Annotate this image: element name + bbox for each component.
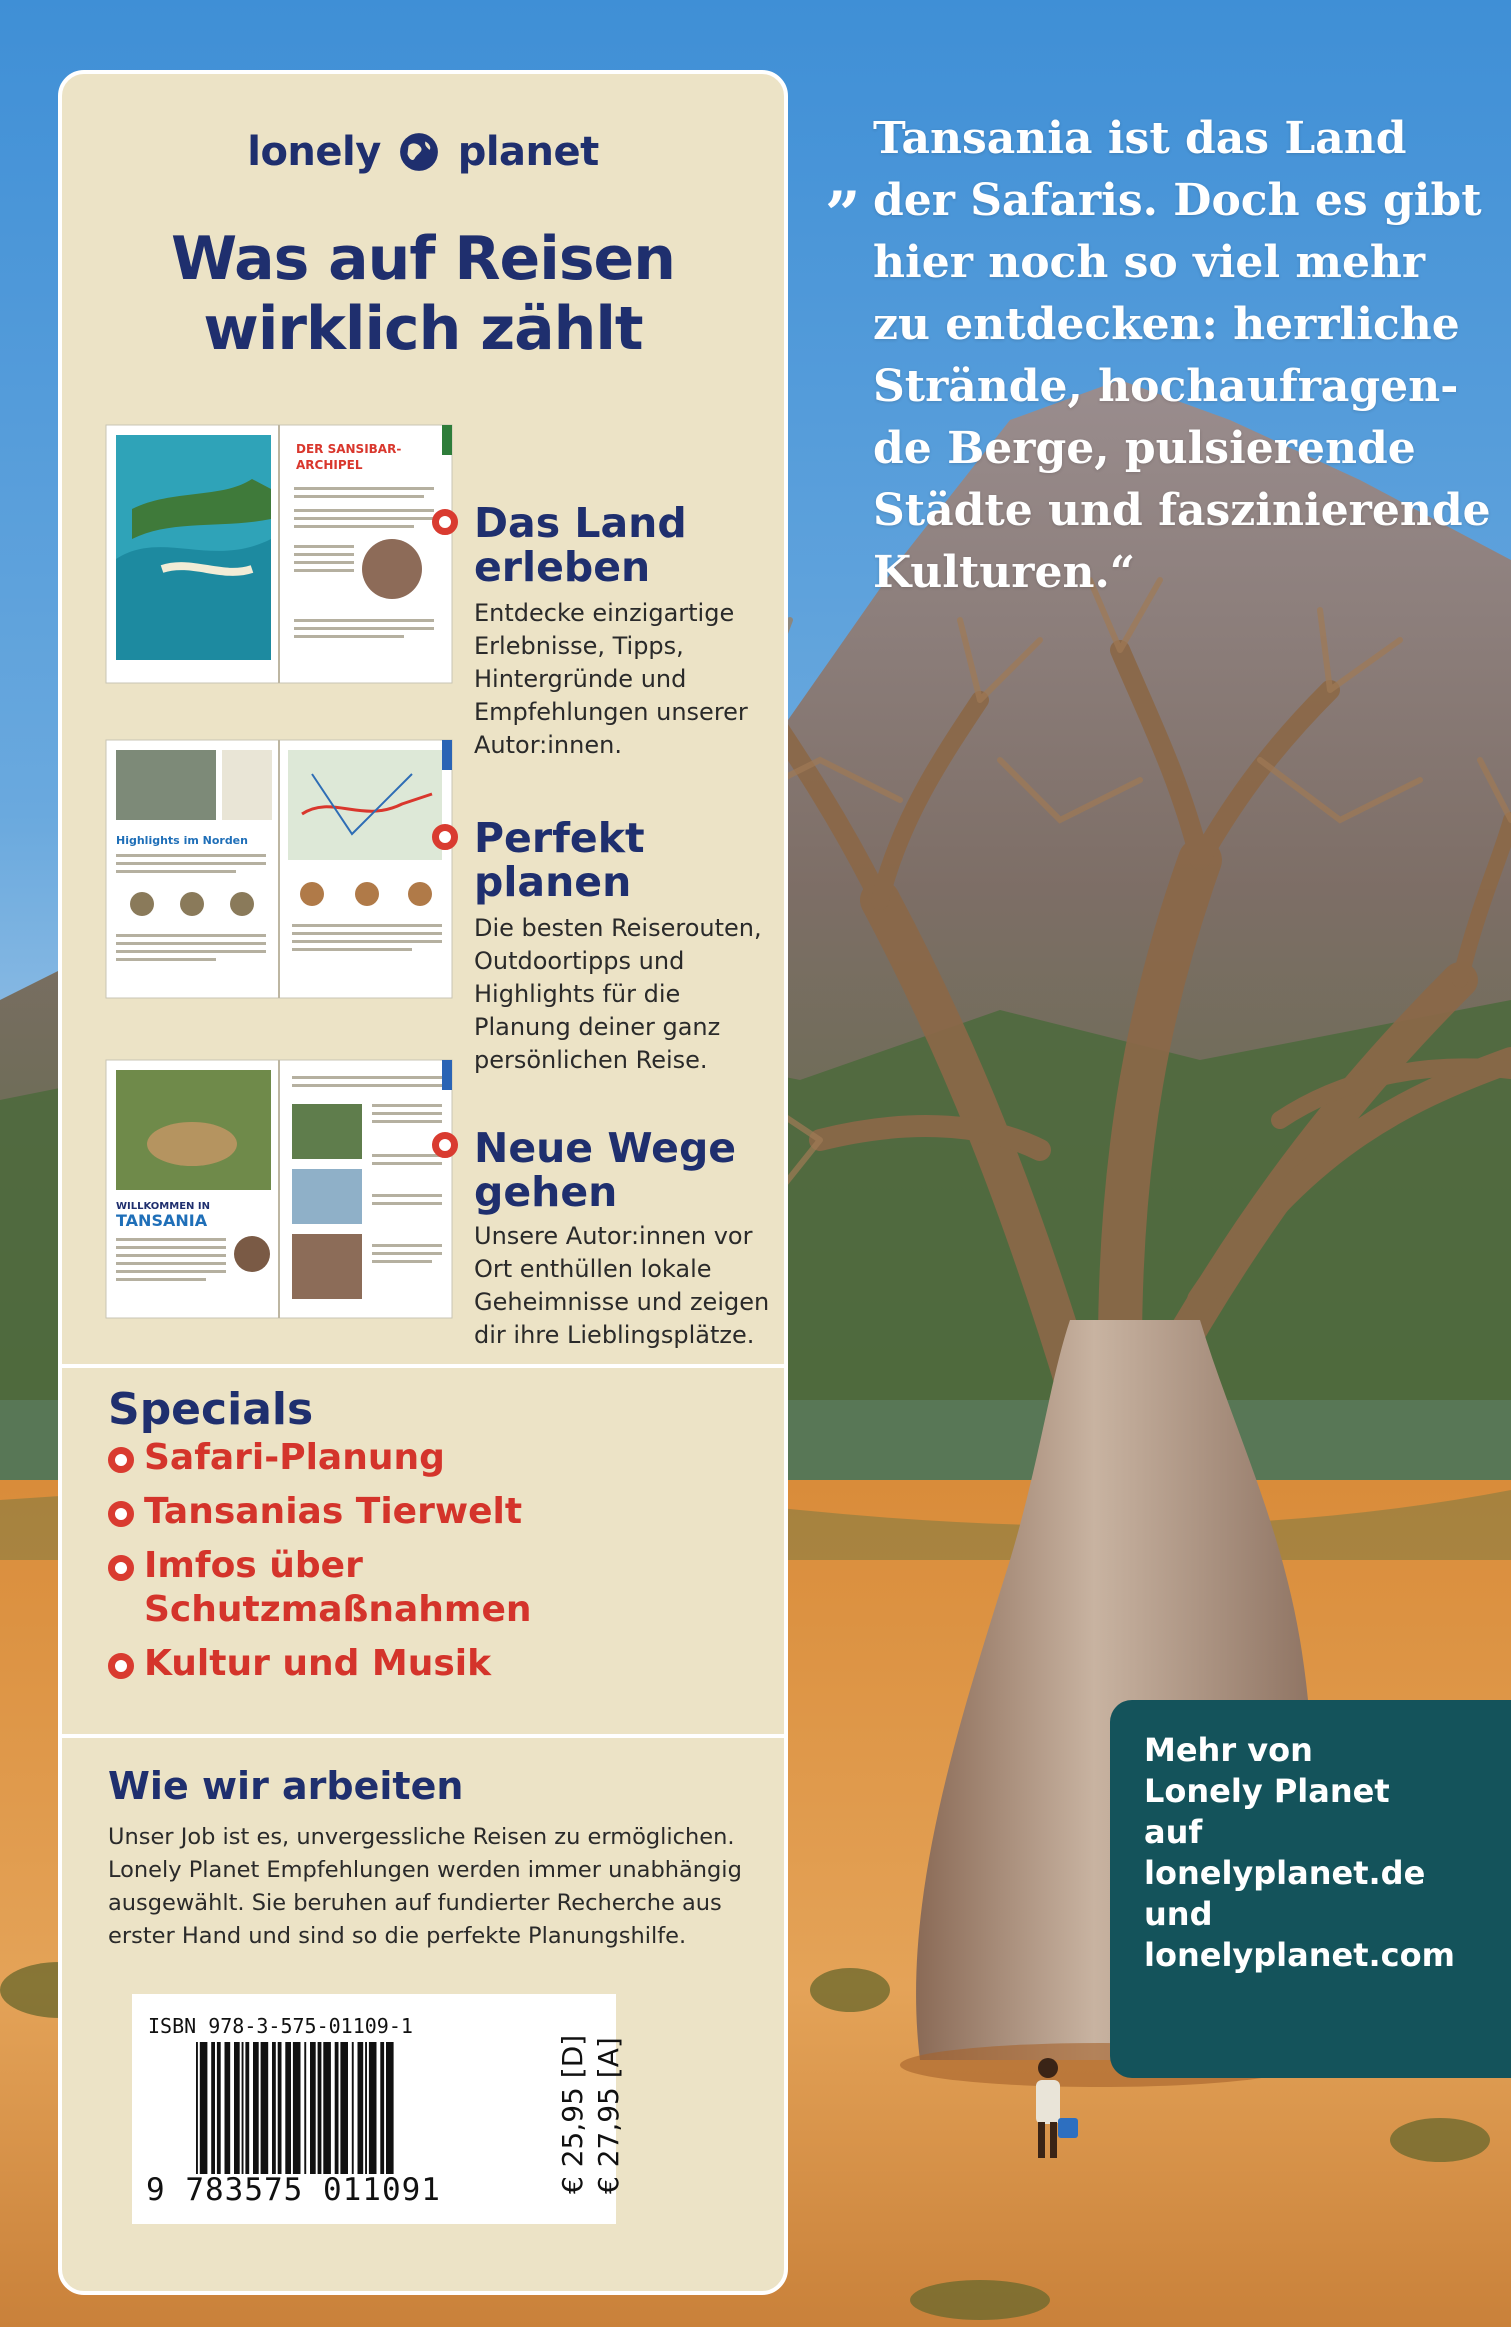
quote-line: hier noch so viel mehr [873,237,1426,288]
feature-bullet-icon [432,509,458,535]
specials-item: Safari-Planung [108,1436,608,1480]
quote-line: de Berge, pulsierende [873,423,1416,474]
how-we-work-text: Unser Job ist es, unvergessliche Reisen zu ermöglichen. Lonely Planet Empfehlungen werden immer unabhängig ausgewählt. Sie beruhen auf fundierter Recherche aus erster Hand und sind so die perfekte Planungshilfe. [108,1824,742,1949]
barcode-bar [253,2042,259,2174]
quote-line: Tansania ist das Land [873,113,1407,164]
divider [62,1364,784,1368]
bullet-icon [108,1501,134,1527]
thumb-kicker: WILLKOMMEN IN [116,1201,210,1212]
more-line: und [1144,1895,1213,1933]
barcode-bar [304,2042,306,2174]
more-line: Lonely Planet [1144,1772,1390,1810]
quote-line: Kulturen.“ [873,547,1136,598]
price-austria: € 27,95 [A] [592,2037,625,2194]
feature-title: Das Land erleben [474,499,687,591]
thumb-heading-line-2: ARCHIPEL [296,458,363,472]
logo-left-word: lonely [247,129,381,175]
feature-bullet-icon [432,1132,458,1158]
barcode-bar [358,2042,364,2174]
barcode-bar [293,2042,301,2174]
barcode-bar [323,2042,331,2174]
more-line: auf [1144,1813,1203,1851]
left-info-panel [58,70,788,2295]
feature-bullet-icon [432,824,458,850]
bullet-icon [108,1653,134,1679]
barcode-bar [200,2042,208,2174]
globe-icon [398,131,440,173]
link-lonelyplanet-de[interactable]: lonelyplanet.de [1144,1854,1426,1892]
guidebook-spread-thumbnail [102,1054,458,1324]
bullet-icon [108,1447,134,1473]
lonely-planet-logo [62,129,784,175]
bullet-icon [108,1555,134,1581]
barcode-bar [234,2042,240,2174]
barcode-bar [217,2042,221,2174]
ean-number: 9 783575 011091 [146,2172,441,2208]
more-lonely-planet-text [1144,1730,1455,1976]
barcode-bar [285,2042,291,2174]
pull-quote [873,108,1491,604]
barcode-bar [310,2042,316,2174]
quote-line: der Safaris. Doch es gibt [873,175,1482,226]
quote-line: Strände, hochaufragen- [873,361,1459,412]
feature-description: Unsere Autor:innen vor Ort enthüllen lokale Geheimnisse und zeigen dir ihre Lieblingsplätze. [474,1222,770,1349]
specials-item: Kultur und Musik [108,1642,608,1686]
feature-title: Neue Wege gehen [474,1124,737,1216]
barcode-bar [365,2042,367,2174]
barcode-bar [278,2042,282,2174]
barcode-bar [386,2042,394,2174]
more-line: Mehr von [1144,1731,1313,1769]
thumb-heading: TANSANIA [116,1211,208,1230]
barcode-bar [211,2042,215,2174]
barcode-bar [369,2042,377,2174]
barcode-bar [225,2042,231,2174]
barcode-bar [245,2042,249,2174]
specials-item: Imfos über Schutzmaßnahmen [108,1544,608,1632]
guidebook-spread-thumbnail [102,419,458,689]
link-lonelyplanet-com[interactable]: lonelyplanet.com [1144,1936,1455,1974]
barcode-bar [340,2042,348,2174]
barcode-bar [242,2042,244,2174]
headline-line-1: Was auf Reisen [171,224,675,294]
specials-title: Specials [108,1384,314,1435]
barcode-bar [196,2042,198,2174]
quote-line: Städte und faszinierende [873,485,1491,536]
guidebook-spread-thumbnail [102,734,458,1004]
quote-open-mark: „ [826,142,862,215]
more-lonely-planet-box [1110,1700,1511,2078]
specials-list [108,1436,608,1696]
headline-line-2: wirklich zählt [203,294,643,364]
barcode-bar [352,2042,354,2174]
feature-description: Entdecke einzigartige Erlebnisse, Tipps, Hintergründe und Empfehlungen unserer Autor:innen. [474,599,748,759]
quote-line: zu entdecken: herrliche [873,299,1460,350]
specials-item: Tansanias Tierwelt [108,1490,608,1534]
panel-headline [62,224,784,364]
barcode-icon [194,2042,456,2174]
barcode-bar [272,2042,276,2174]
barcode-box [132,1994,625,2224]
divider [62,1734,784,1738]
thumb-heading: Highlights im Norden [116,834,248,847]
logo-right-word: planet [457,129,599,175]
isbn-label: ISBN 978-3-575-01109-1 [148,2014,413,2038]
how-we-work-title: Wie wir arbeiten [108,1764,464,1808]
barcode-bar [335,2042,339,2174]
thumb-heading-line-1: DER SANSIBAR- [296,442,402,456]
feature-description: Die besten Reiserouten, Outdoortipps und Highlights für die Planung deiner ganz persönlichen Reise. [474,914,762,1074]
price-germany: € 25,95 [D] [556,2034,589,2194]
barcode-bar [318,2042,322,2174]
feature-title: Perfekt planen [474,814,645,906]
barcode-bar [261,2042,269,2174]
barcode-bar [380,2042,384,2174]
